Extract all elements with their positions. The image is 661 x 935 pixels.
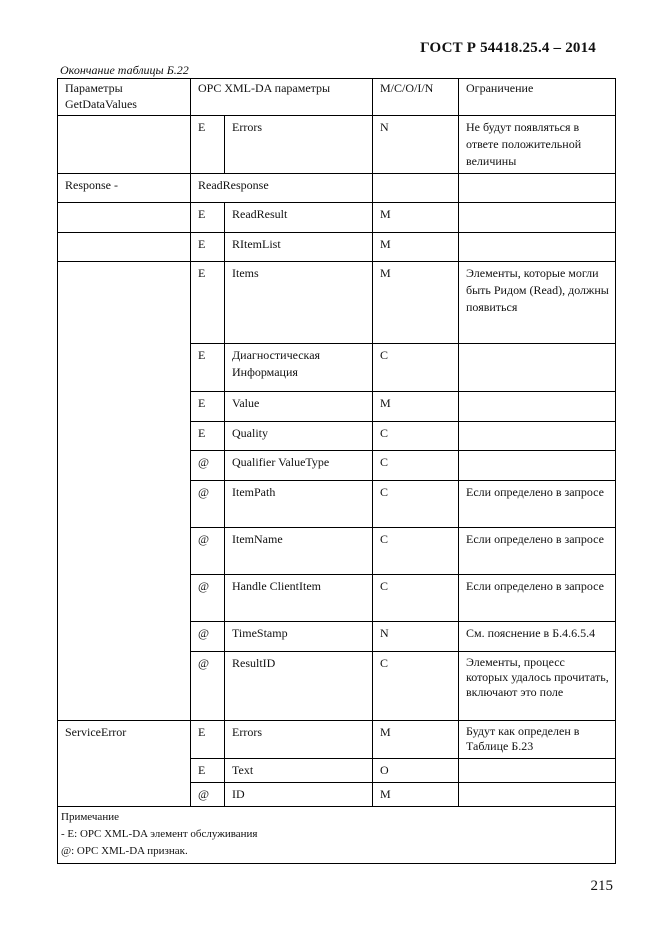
name-cell: Errors (225, 116, 373, 174)
table-note (58, 807, 616, 864)
table-row (58, 262, 616, 344)
type-cell: E (191, 344, 225, 392)
limit-cell (459, 203, 616, 233)
table-row (58, 575, 616, 622)
type-cell: @ (191, 575, 225, 622)
code-cell: M (373, 203, 459, 233)
name-cell: ReadResponse (191, 174, 373, 203)
note-line-attribute: @: OPC XML-DA признак. (61, 845, 188, 857)
page-number: 215 (590, 878, 613, 894)
param-cell: ServiceError (58, 721, 191, 759)
note-row (58, 807, 616, 864)
name-cell: Items (225, 262, 373, 344)
code-cell: M (373, 392, 459, 422)
header-getdatavalues: Параметры GetDataValues (58, 79, 191, 116)
table-row (58, 783, 616, 807)
param-cell (58, 262, 191, 344)
limit-cell (459, 392, 616, 422)
limit-cell (459, 174, 616, 203)
param-cell (58, 203, 191, 233)
limit-cell: Если определено в запросе (459, 528, 616, 575)
limit-cell (459, 759, 616, 783)
code-cell: M (373, 233, 459, 262)
table-row (58, 652, 616, 721)
name-cell: ItemName (225, 528, 373, 575)
code-cell: C (373, 652, 459, 721)
table-row (58, 174, 616, 203)
type-cell: E (191, 116, 225, 174)
table-row (58, 233, 616, 262)
name-cell: ReadResult (225, 203, 373, 233)
code-cell: O (373, 759, 459, 783)
param-cell (58, 575, 191, 622)
param-cell (58, 528, 191, 575)
type-cell: @ (191, 622, 225, 652)
header-opc-params: OPC XML-DA параметры (191, 79, 373, 116)
type-cell: @ (191, 481, 225, 528)
code-cell: C (373, 422, 459, 451)
code-cell: M (373, 721, 459, 759)
table-row (58, 622, 616, 652)
type-cell: @ (191, 451, 225, 481)
code-cell: N (373, 116, 459, 174)
table-row (58, 528, 616, 575)
param-cell (58, 233, 191, 262)
parameters-table (57, 78, 616, 864)
table-row (58, 451, 616, 481)
limit-cell: Элементы, которые могли быть Ридом (Read), должны появиться (459, 262, 616, 344)
name-cell: Handle ClientItem (225, 575, 373, 622)
limit-cell (459, 451, 616, 481)
table-row (58, 392, 616, 422)
name-cell: Value (225, 392, 373, 422)
limit-cell: Элементы, процесс которых удалось прочитать, включают это поле (459, 652, 616, 721)
header-mcoin: M/C/O/I/N (373, 79, 459, 116)
param-cell (58, 652, 191, 721)
type-cell: E (191, 392, 225, 422)
table-row (58, 481, 616, 528)
param-cell (58, 451, 191, 481)
name-cell: Qualifier ValueType (225, 451, 373, 481)
table-header-row (58, 79, 616, 116)
code-cell: C (373, 481, 459, 528)
name-cell: Errors (225, 721, 373, 759)
param-cell (58, 783, 191, 807)
type-cell: E (191, 759, 225, 783)
code-cell (373, 174, 459, 203)
table-row (58, 203, 616, 233)
code-cell: C (373, 451, 459, 481)
header-limit: Ограничение (459, 79, 616, 116)
code-cell: C (373, 575, 459, 622)
code-cell: M (373, 262, 459, 344)
param-cell (58, 481, 191, 528)
name-cell: TimeStamp (225, 622, 373, 652)
table-caption: Окончание таблицы Б.22 (60, 63, 189, 77)
code-cell: M (373, 783, 459, 807)
name-cell: ResultID (225, 652, 373, 721)
table-row (58, 422, 616, 451)
name-cell: Text (225, 759, 373, 783)
param-cell (58, 344, 191, 392)
table-row (58, 344, 616, 392)
table-row (58, 721, 616, 759)
type-cell: E (191, 203, 225, 233)
limit-cell (459, 422, 616, 451)
type-cell: E (191, 721, 225, 759)
name-cell: Диагностическая Информация (225, 344, 373, 392)
name-cell: Quality (225, 422, 373, 451)
limit-cell: Не будут появляться в ответе положительной величины (459, 116, 616, 174)
code-cell: C (373, 528, 459, 575)
code-cell: C (373, 344, 459, 392)
note-line-element: - E: OPC XML-DA элемент обслуживания (61, 828, 258, 840)
param-cell (58, 392, 191, 422)
type-cell: @ (191, 783, 225, 807)
type-cell: @ (191, 652, 225, 721)
document-standard-header: ГОСТ Р 54418.25.4 – 2014 (420, 40, 596, 56)
limit-cell: Будут как определен в Таблице Б.23 (459, 721, 616, 759)
limit-cell: См. пояснение в Б.4.6.5.4 (459, 622, 616, 652)
param-cell (58, 622, 191, 652)
limit-cell: Если определено в запросе (459, 575, 616, 622)
param-cell (58, 759, 191, 783)
type-cell: E (191, 233, 225, 262)
limit-cell (459, 233, 616, 262)
name-cell: ID (225, 783, 373, 807)
param-cell (58, 422, 191, 451)
note-title: Примечание (61, 811, 119, 823)
type-cell: E (191, 422, 225, 451)
name-cell: ItemPath (225, 481, 373, 528)
table-row (58, 116, 616, 174)
table-row (58, 759, 616, 783)
param-cell: Response - (58, 174, 191, 203)
type-cell: E (191, 262, 225, 344)
limit-cell: Если определено в запросе (459, 481, 616, 528)
code-cell: N (373, 622, 459, 652)
limit-cell (459, 344, 616, 392)
name-cell: RItemList (225, 233, 373, 262)
type-cell: @ (191, 528, 225, 575)
limit-cell (459, 783, 616, 807)
param-cell (58, 116, 191, 174)
